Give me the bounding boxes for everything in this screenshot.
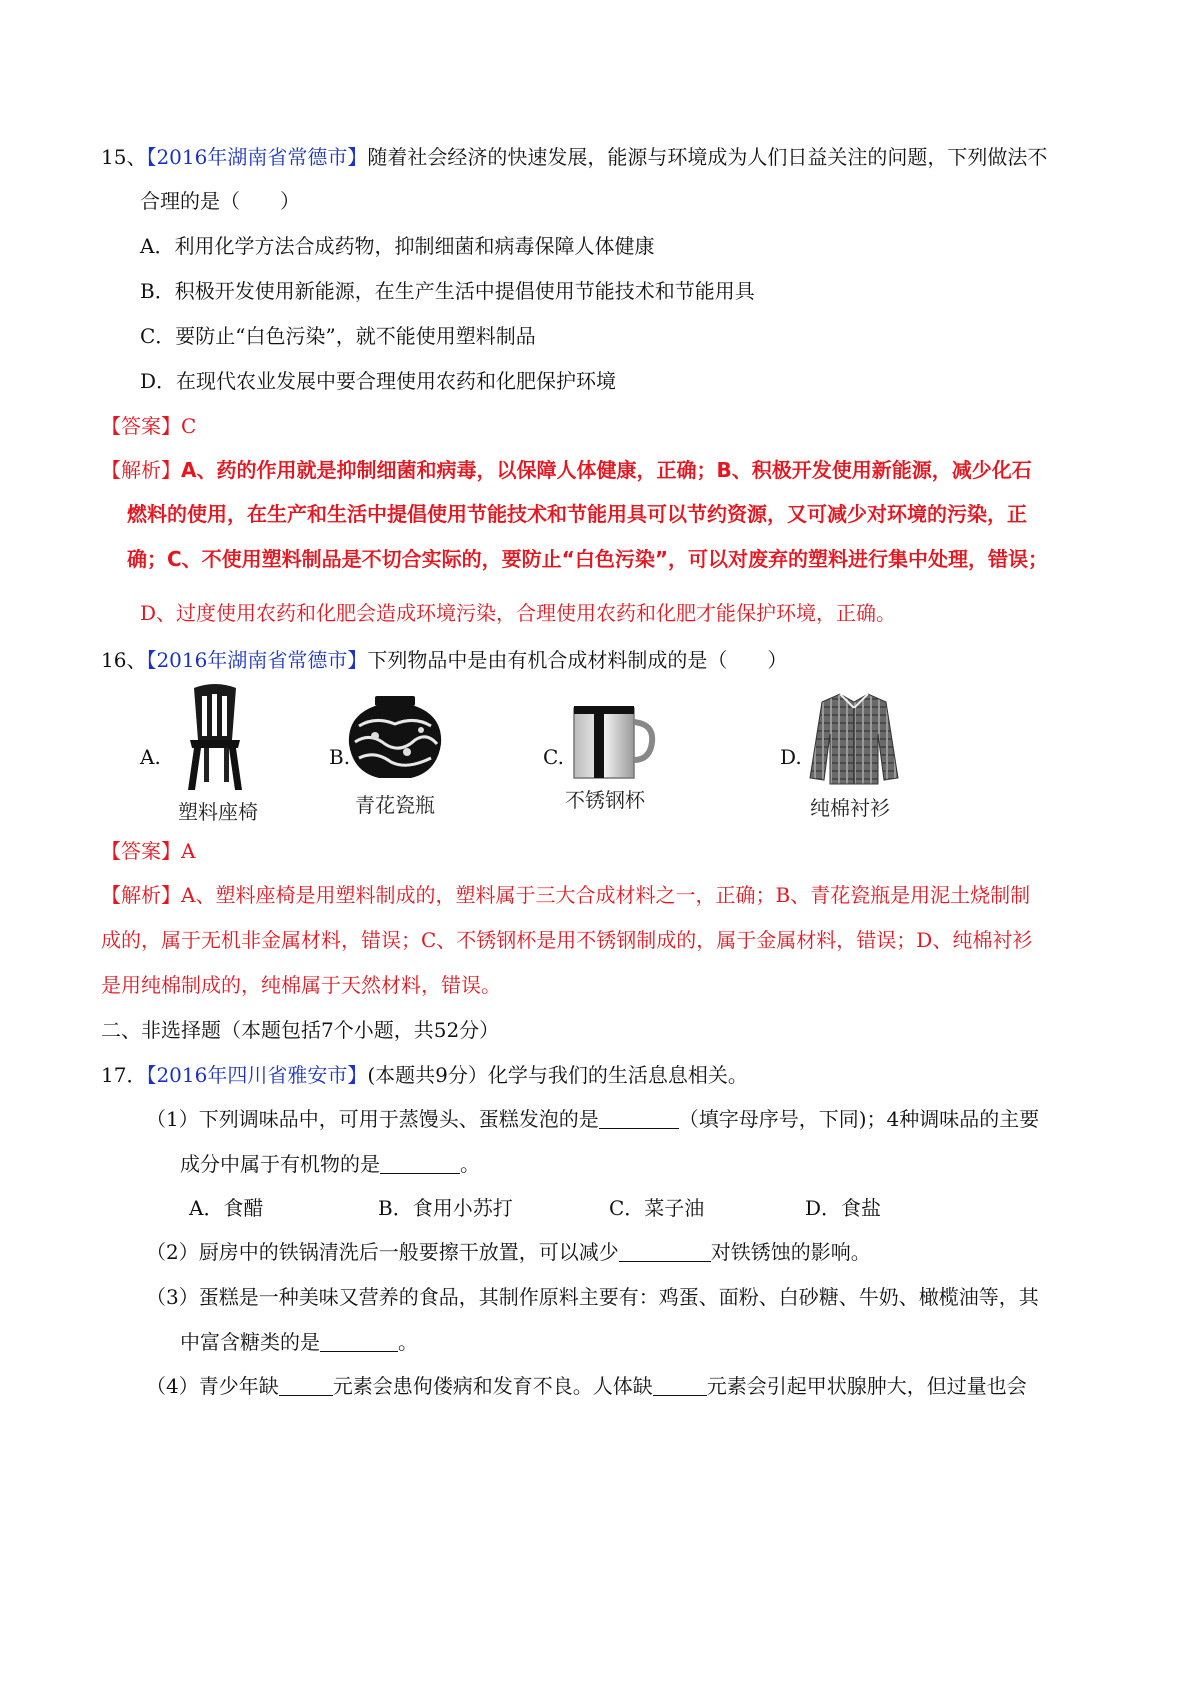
q17-choice-d: D．食盐	[805, 1196, 882, 1220]
q16-answer	[101, 836, 195, 866]
q17-p2-text-b: 对铁锈蚀的影响。	[710, 1240, 871, 1264]
q17-part-1-line-1	[146, 1104, 1039, 1134]
q17-p3-end: 。	[398, 1330, 418, 1354]
q17-part-3-line-1: （3）蛋糕是一种美味又营养的食品，其制作原料主要有：鸡蛋、面粉、白砂糖、牛奶、橄榄油等，其	[146, 1285, 1039, 1309]
q15-stem-line-1	[101, 142, 1047, 172]
q16-analysis-text-1: A、塑料座椅是用塑料制成的，塑料属于三大合成材料之一，正确；B、青花瓷瓶是用泥土烧制制	[181, 883, 1031, 907]
plastic-chair-icon	[180, 682, 250, 792]
q16-option-d-caption: 纯棉衬衫	[810, 796, 890, 820]
q17-choice-c: C．菜子油	[609, 1196, 705, 1220]
q17-choice-b: B．食用小苏打	[378, 1196, 513, 1220]
q15-stem-text: 随着社会经济的快速发展，能源与环境成为人们日益关注的问题，下列做法不	[367, 145, 1048, 169]
q15-number: 15、	[101, 145, 147, 169]
q17-intro: (本题共9分）化学与我们的生活息息相关。	[367, 1063, 748, 1087]
q17-part-1-line-2	[180, 1149, 480, 1179]
q16-analysis-line-1	[101, 880, 1030, 910]
q17-p4-blank-1[interactable]	[279, 1373, 333, 1396]
steel-cup-icon	[568, 702, 658, 782]
q17-stem	[101, 1060, 748, 1090]
q15-source: 【2016年湖南省常德市】	[146, 145, 368, 169]
q15-answer	[101, 411, 196, 441]
q15-option-b: B．积极开发使用新能源，在生产生活中提倡使用节能技术和节能用具	[140, 279, 755, 303]
q17-p1-text-a: （1）下列调味品中，可用于蒸馒头、蛋糕发泡的是	[146, 1107, 599, 1131]
q17-p1-blank-2[interactable]	[380, 1151, 460, 1174]
q17-part-2	[146, 1237, 871, 1267]
q16-analysis-line-3: 是用纯棉制成的，纯棉属于天然材料，错误。	[101, 973, 501, 997]
cotton-shirt-icon	[806, 690, 902, 786]
q16-source: 【2016年湖南省常德市】	[146, 648, 368, 672]
q17-part-4	[146, 1371, 1027, 1401]
q16-option-b-label: B.	[329, 745, 351, 769]
q16-option-c-caption: 不锈钢杯	[565, 788, 645, 812]
q17-p1-end: 。	[460, 1152, 480, 1176]
q15-option-c: C．要防止“白色污染”，就不能使用塑料制品	[140, 324, 536, 348]
q16-analysis-label: 【解析】	[101, 883, 181, 907]
q16-option-b-caption: 青花瓷瓶	[355, 793, 435, 817]
q16-stem-text: 下列物品中是由有机合成材料制成的是（ ）	[367, 648, 788, 672]
q15-answer-label: 【答案】	[101, 414, 181, 438]
q17-choice-a: A．食醋	[189, 1196, 264, 1220]
q17-p2-text-a: （2）厨房中的铁锅清洗后一般要擦干放置，可以减少	[146, 1240, 619, 1264]
q17-p3-text-b: 中富含糖类的是	[180, 1330, 320, 1354]
q16-option-d-label: D.	[780, 745, 802, 769]
q17-p3-blank[interactable]	[320, 1329, 398, 1352]
porcelain-vase-icon	[345, 692, 445, 782]
q17-p4-blank-2[interactable]	[653, 1373, 707, 1396]
q16-number: 16、	[101, 648, 147, 672]
q15-stem-line-2: 合理的是（ ）	[140, 189, 300, 213]
q17-p4-text-c: 元素会引起甲状腺肿大，但过量也会	[706, 1374, 1027, 1398]
q15-analysis-text-1: A、药的作用就是抑制细菌和病毒，以保障人体健康，正确；B、积极开发使用新能源，减少化石	[181, 458, 1032, 482]
q15-analysis-line-1	[101, 455, 1032, 485]
section-2-heading: 二、非选择题（本题包括7个小题，共52分）	[101, 1018, 500, 1042]
q15-option-d: D．在现代农业发展中要合理使用农药和化肥保护环境	[140, 369, 617, 393]
q17-p4-text-b: 元素会患佝偻病和发育不良。人体缺	[332, 1374, 653, 1398]
q15-answer-value: C	[181, 414, 197, 438]
q16-analysis-line-2: 成的，属于无机非金属材料，错误；C、不锈钢杯是用不锈钢制成的，属于金属材料，错误；D、纯棉衬衫	[101, 928, 1033, 952]
q15-analysis-line-4: D、过度使用农药和化肥会造成环境污染，合理使用农药和化肥才能保护环境，正确。	[140, 601, 897, 625]
q15-analysis-line-2: 燃料的使用，在生产和生活中提倡使用节能技术和节能用具可以节约资源，又可减少对环境的污染，正	[127, 502, 1027, 526]
q16-option-c-label: C.	[543, 745, 564, 769]
q15-analysis-line-3: 确；C、不使用塑料制品是不切合实际的，要防止“白色污染”，可以对废弃的塑料进行集中处理，错误；	[127, 547, 1048, 571]
q17-source: 【2016年四川省雅安市】	[146, 1063, 368, 1087]
q16-answer-value: A	[181, 839, 196, 863]
q15-option-a: A．利用化学方法合成药物，抑制细菌和病毒保障人体健康	[140, 234, 655, 258]
q16-stem	[101, 645, 787, 675]
q17-p4-text-a: （4）青少年缺	[146, 1374, 279, 1398]
q17-p1-text-b: （填字母序号，下同)；4种调味品的主要	[678, 1107, 1040, 1131]
q16-option-a-label: A.	[140, 745, 161, 769]
q16-option-a-caption: 塑料座椅	[178, 800, 258, 824]
q16-answer-label: 【答案】	[101, 839, 181, 863]
q17-p1-text-c: 成分中属于有机物的是	[180, 1152, 380, 1176]
q15-analysis-label: 【解析】	[101, 458, 181, 482]
q17-number: 17．	[101, 1063, 147, 1087]
q17-part-3-line-2	[180, 1327, 418, 1357]
q17-p2-blank[interactable]	[619, 1239, 711, 1262]
q17-p1-blank-1[interactable]	[599, 1106, 679, 1129]
